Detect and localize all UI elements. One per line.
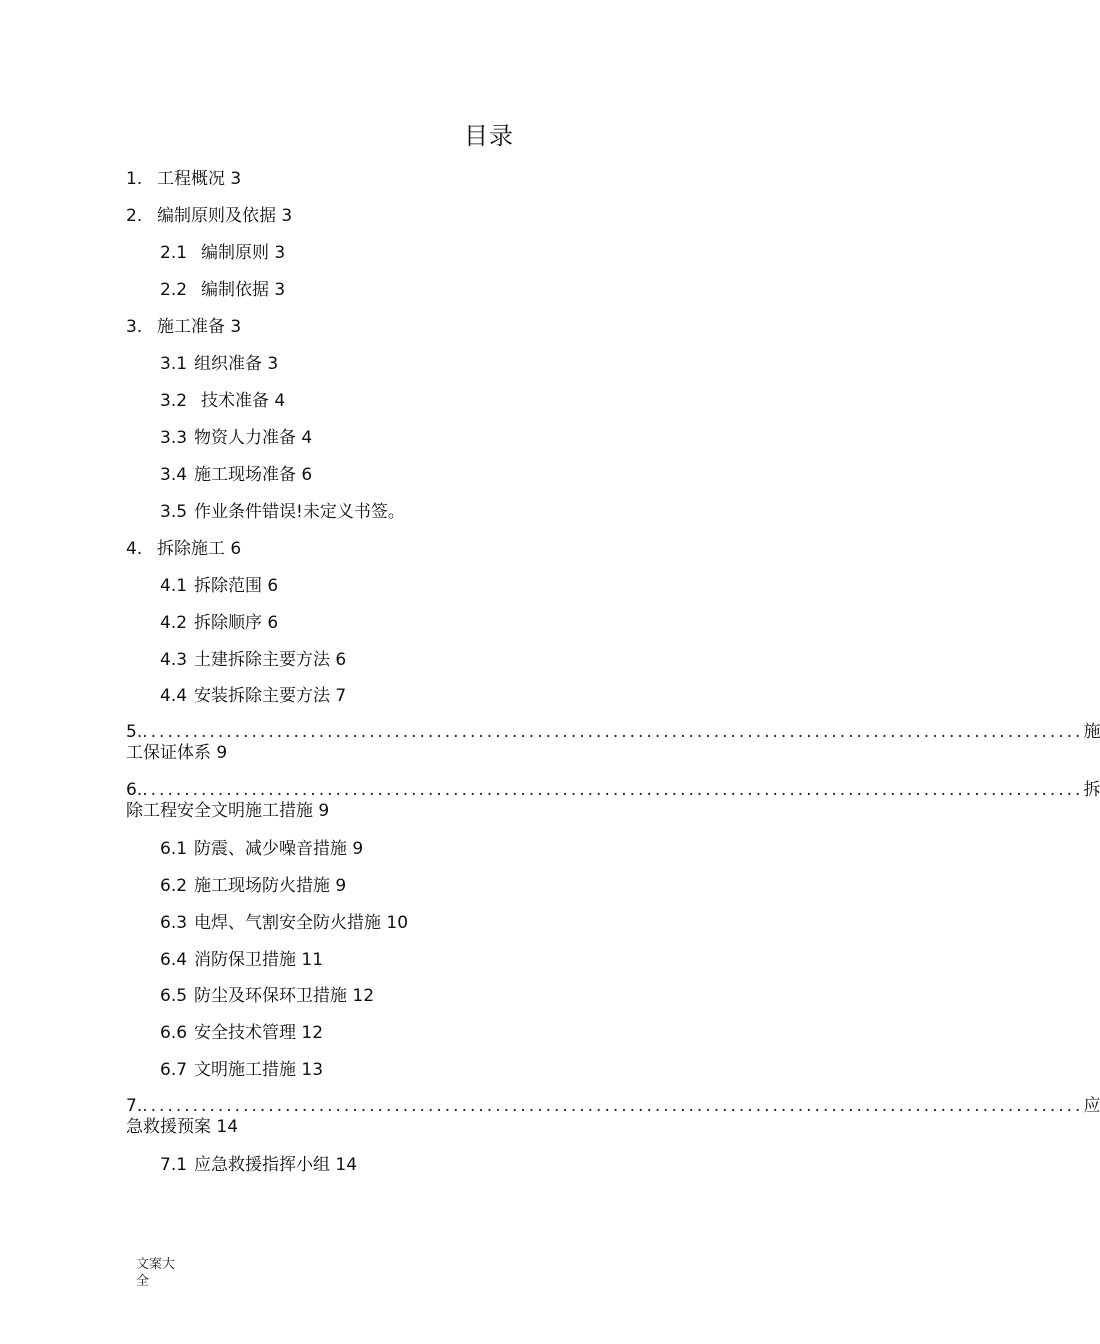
- toc-entry-6[interactable]: [126, 780, 1100, 822]
- toc-number: 6.2: [160, 876, 188, 896]
- toc-number: 2.2: [160, 280, 188, 300]
- toc-entry-6-2[interactable]: [160, 875, 346, 897]
- toc-number: 3.3: [160, 428, 188, 448]
- toc-text: 应急救援指挥小组 14: [194, 1155, 358, 1175]
- toc-entry-6-5[interactable]: [160, 985, 374, 1007]
- toc-text-rest: 急救援预案 14: [126, 1117, 239, 1137]
- toc-text: 组织准备 3: [194, 354, 279, 374]
- toc-text: 编制原则及依据 3: [157, 206, 293, 226]
- toc-leader-dots: ................................................................................................................: [142, 780, 1084, 800]
- toc-entry-7[interactable]: [126, 1096, 1100, 1138]
- toc-text: 拆除施工 6: [157, 539, 242, 559]
- toc-text: 编制依据 3: [201, 280, 286, 300]
- toc-text: 工程概况 3: [157, 169, 242, 189]
- toc-number: 4.2: [160, 613, 188, 633]
- toc-number: 7.1: [160, 1155, 188, 1175]
- toc-entry-3-3[interactable]: [160, 427, 312, 449]
- toc-entry-2-1[interactable]: [160, 242, 285, 264]
- toc-leader-dots: ................................................................................................................: [142, 722, 1084, 742]
- toc-number: 3.2: [160, 391, 188, 411]
- page-title: 目录: [464, 122, 514, 150]
- toc-text: 安全技术管理 12: [194, 1023, 324, 1043]
- toc-number: 4.4: [160, 686, 188, 706]
- toc-leader-dots: ................................................................................................................: [142, 1096, 1084, 1116]
- toc-text: 安装拆除主要方法 7: [194, 686, 347, 706]
- toc-entry-2[interactable]: [126, 205, 292, 227]
- toc-entry-3-5[interactable]: [160, 501, 405, 523]
- toc-entry-4-4[interactable]: [160, 685, 346, 707]
- toc-number: 2.: [126, 206, 143, 226]
- toc-text: 防震、减少噪音措施 9: [194, 839, 364, 859]
- toc-number: 6.4: [160, 950, 188, 970]
- toc-number: 2.1: [160, 243, 188, 263]
- toc-number: 6.6: [160, 1023, 188, 1043]
- toc-number: 6.5: [160, 986, 188, 1006]
- toc-entry-4-3[interactable]: [160, 649, 346, 671]
- footer-label: 文案大全: [136, 1257, 176, 1289]
- toc-number: 5.: [126, 722, 143, 742]
- toc-number: 6.7: [160, 1060, 188, 1080]
- toc-text: 拆除范围 6: [194, 576, 279, 596]
- toc-entry-4[interactable]: [126, 538, 241, 560]
- toc-text: 技术准备 4: [201, 391, 286, 411]
- toc-entry-3-2[interactable]: [160, 390, 285, 412]
- toc-entry-6-1[interactable]: [160, 838, 363, 860]
- toc-number: 7.: [126, 1096, 143, 1116]
- toc-entry-7-1[interactable]: [160, 1154, 357, 1176]
- toc-entry-3-1[interactable]: [160, 353, 278, 375]
- toc-text: 电焊、气割安全防火措施 10: [194, 913, 409, 933]
- toc-text: 作业条件错误!未定义书签。: [194, 502, 405, 522]
- toc-text: 拆除顺序 6: [194, 613, 279, 633]
- toc-number: 6.3: [160, 913, 188, 933]
- toc-text: 编制原则 3: [201, 243, 286, 263]
- toc-entry-2-2[interactable]: [160, 279, 285, 301]
- toc-text: 物资人力准备 4: [194, 428, 313, 448]
- toc-entry-6-6[interactable]: [160, 1022, 323, 1044]
- toc-text: 施工现场防火措施 9: [194, 876, 347, 896]
- toc-text: 土建拆除主要方法 6: [194, 650, 347, 670]
- toc-entry-6-3[interactable]: [160, 912, 408, 934]
- toc-number: 4.3: [160, 650, 188, 670]
- toc-number: 3.: [126, 317, 143, 337]
- toc-entry-5[interactable]: [126, 722, 1100, 764]
- toc-text-start: 应: [1083, 1096, 1100, 1116]
- toc-number: 6.1: [160, 839, 188, 859]
- toc-number: 4.1: [160, 576, 188, 596]
- toc-text-rest: 工保证体系 9: [126, 743, 228, 763]
- toc-number: 3.4: [160, 465, 188, 485]
- toc-text: 施工准备 3: [157, 317, 242, 337]
- toc-entry-6-4[interactable]: [160, 949, 323, 971]
- toc-text: 文明施工措施 13: [194, 1060, 324, 1080]
- toc-entry-3[interactable]: [126, 316, 241, 338]
- toc-number: 3.5: [160, 502, 188, 522]
- toc-text-rest: 除工程安全文明施工措施 9: [126, 801, 330, 821]
- toc-text: 消防保卫措施 11: [194, 950, 324, 970]
- toc-text: 施工现场准备 6: [194, 465, 313, 485]
- toc-entry-3-4[interactable]: [160, 464, 312, 486]
- toc-entry-4-1[interactable]: [160, 575, 278, 597]
- toc-entry-1[interactable]: [126, 168, 241, 190]
- toc-text-start: 施: [1083, 722, 1100, 742]
- toc-text: 防尘及环保环卫措施 12: [194, 986, 375, 1006]
- toc-number: 1.: [126, 169, 143, 189]
- toc-entry-4-2[interactable]: [160, 612, 278, 634]
- toc-number: 4.: [126, 539, 143, 559]
- toc-entry-6-7[interactable]: [160, 1059, 323, 1081]
- toc-number: 3.1: [160, 354, 188, 374]
- toc-number: 6.: [126, 780, 143, 800]
- toc-text-start: 拆: [1083, 780, 1100, 800]
